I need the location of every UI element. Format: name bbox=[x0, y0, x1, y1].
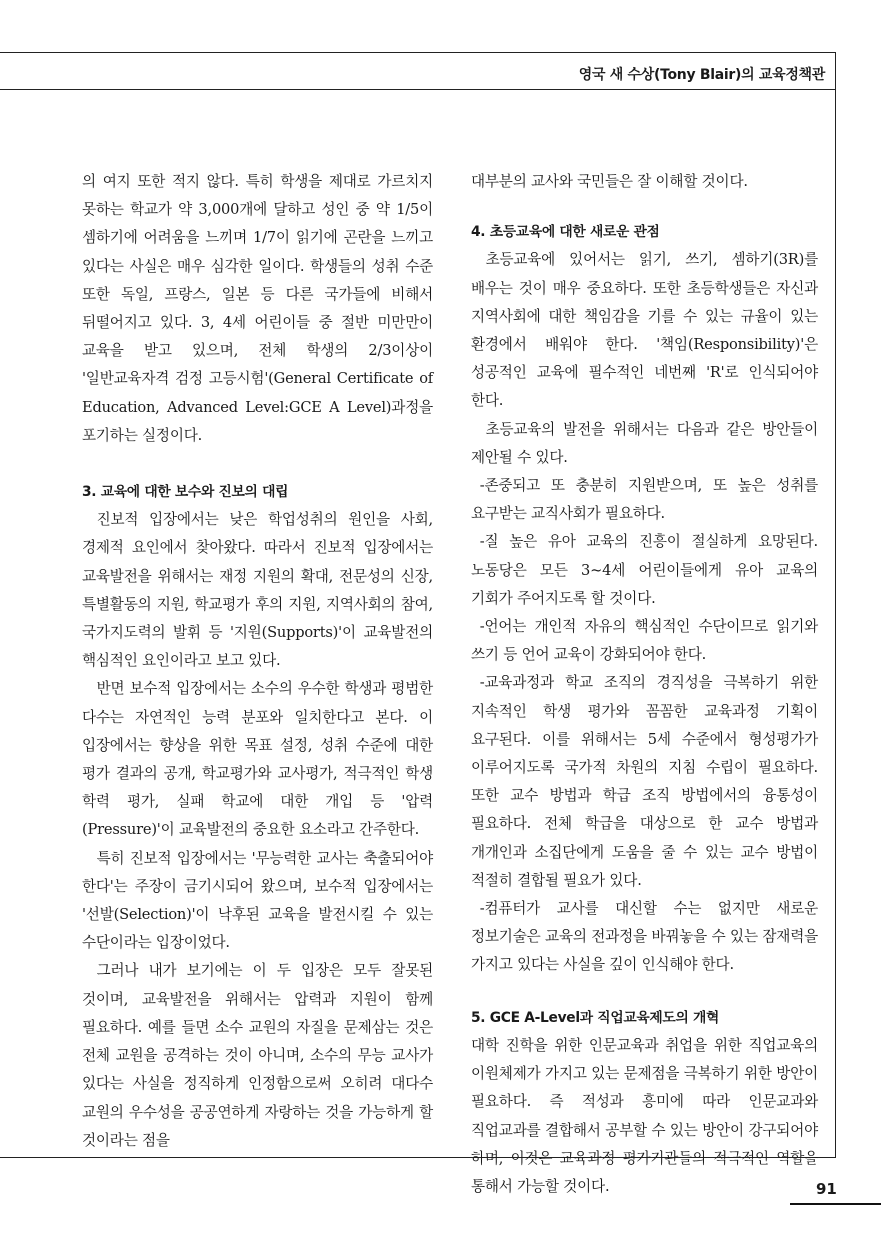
page-number-rule bbox=[790, 1203, 881, 1205]
list-item: -컴퓨터가 교사를 대신할 수는 없지만 새로운 정보기술은 교육의 전과정을 바꿔놓을 수 있는 잠재력을 가지고 있다는 사실을 깊이 인식해야 한다. bbox=[471, 900, 818, 974]
list-item: -질 높은 유아 교육의 진흥이 절실하게 요망된다. 노동당은 모든 3~4세 어린이들에게 유아 교육의 기회가 주어지도록 할 것이다. bbox=[471, 533, 818, 607]
left-column bbox=[82, 168, 433, 1155]
right-column bbox=[471, 168, 818, 1201]
body-paragraph: 초등교육에 있어서는 읽기, 쓰기, 셈하기(3R)를 배우는 것이 매우 중요하다. 또한 초등학생들은 자신과 지역사회에 대한 책임감을 기를 수 있는 규율이 있는 환경에서 배워야 한다. '책임(Responsibility)'은 성공적인 교육에 필수적인 네번째 'R'로 인식되어야 한다. bbox=[471, 251, 818, 410]
section-heading-4: 4. 초등교육에 대한 새로운 관점 bbox=[471, 224, 660, 241]
body-paragraph: 그러나 내가 보기에는 이 두 입장은 모두 잘못된 것이며, 교육발전을 위해서는 압력과 지원이 함께 필요하다. 예를 들면 소수 교원의 자질을 문제삼는 것은 전체 교원을 공격하는 것이 아니며, 소수의 무능 교사가 있다는 사실을 정직하게 인정함으로써 오히려 대다수 교원의 우수성을 공공연하게 자랑하는 것을 가능하게 할 것이라는 점을 bbox=[82, 962, 433, 1149]
body-paragraph: 대부분의 교사와 국민들은 잘 이해할 것이다. bbox=[471, 173, 748, 190]
top-border-rule bbox=[0, 52, 836, 53]
body-paragraph: 초등교육의 발전을 위해서는 다음과 같은 방안들이 제안될 수 있다. bbox=[471, 420, 818, 466]
header-rule bbox=[0, 89, 836, 90]
section-heading-3: 3. 교육에 대한 보수와 진보의 대립 bbox=[82, 484, 289, 501]
list-item: -존중되고 또 충분히 지원받으며, 또 높은 성취를 요구받는 교직사회가 필요하다. bbox=[471, 477, 818, 523]
right-border-rule bbox=[835, 52, 836, 1157]
running-header-title: 영국 새 수상(Tony Blair)의 교육정책관 bbox=[578, 67, 825, 83]
body-paragraph: 진보적 입장에서는 낮은 학업성취의 원인을 사회, 경제적 요인에서 찾아왔다. 따라서 진보적 입장에서는 교육발전을 위해서는 재정 지원의 확대, 전문성의 신장, 특별활동의 지원, 학교평가 후의 지원, 지역사회의 참여, 국가지도력의 발휘 등 '지원(Supports)'이 교육발전의 핵심적인 요인이라고 보고 있다. bbox=[82, 511, 433, 670]
body-paragraph: 반면 보수적 입장에서는 소수의 우수한 학생과 평범한 다수는 자연적인 능력 분포와 일치한다고 본다. 이 입장에서는 향상을 위한 목표 설정, 성취 수준에 대한 평가 결과의 공개, 학교평가와 교사평가, 적극적인 학생 학력 평가, 실패 학교에 대한 개입 등 '압력(Pressure)'이 교육발전의 중요한 요소라고 간주한다. bbox=[82, 680, 433, 839]
body-paragraph: 특히 진보적 입장에서는 '무능력한 교사는 축출되어야 한다'는 주장이 금기시되어 왔으며, 보수적 입장에서는 '선발(Selection)'이 낙후된 교육을 발전시킬 수 있는 수단이라는 입장이었다. bbox=[82, 849, 433, 952]
body-paragraph: 대학 진학을 위한 인문교육과 취업을 위한 직업교육의 이원체제가 가지고 있는 문제점을 극복하기 위한 방안이 필요하다. 즉 적성과 흥미에 따라 인문교과와 직업교과를 결합해서 공부할 수 있는 방안이 강구되어야 하며, 이것은 교육과정 평가기관들의 적극적인 역할을 통해서 가능할 것이다. bbox=[471, 1036, 818, 1195]
section-heading-5: 5. GCE A-Level과 직업교육제도의 개혁 bbox=[471, 1009, 720, 1026]
list-item: -언어는 개인적 자유의 핵심적인 수단이므로 읽기와 쓰기 등 언어 교육이 강화되어야 한다. bbox=[471, 618, 818, 664]
body-paragraph: 의 여지 또한 적지 않다. 특히 학생을 제대로 가르치지 못하는 학교가 약 3,000개에 달하고 성인 중 약 1/5이 셈하기에 어려움을 느끼며 1/7이 읽기에 곤란을 느끼고 있다는 사실은 매우 심각한 일이다. 학생들의 성취 수준 또한 독일, 프랑스, 일본 등 다른 국가들에 비해서 뒤떨어지고 있다. 3, 4세 어린이들 중 절반 미만만이 교육을 받고 있으며, 전체 학생의 2/3이상이 '일반교육자격 검정 고등시험'(General Certificate of Education, Advanced Level:GCE A Level)과정을 포기하는 실정이다. bbox=[82, 173, 433, 444]
list-item: -교육과정과 학교 조직의 경직성을 극복하기 위한 지속적인 학생 평가와 꼼꼼한 교육과정 기획이 요구된다. 이를 위해서는 5세 수준에서 형성평가가 이루어지도록 국가적 차원의 지침 수립이 필요하다. 또한 교수 방법과 학급 조직 방법에서의 융통성이 필요하다. 전체 학급을 대상으로 한 교수 방법과 개개인과 소집단에게 도움을 줄 수 있는 교수 방법이 적절히 결합될 필요가 있다. bbox=[471, 674, 818, 889]
page-number: 91 bbox=[816, 1180, 837, 1198]
